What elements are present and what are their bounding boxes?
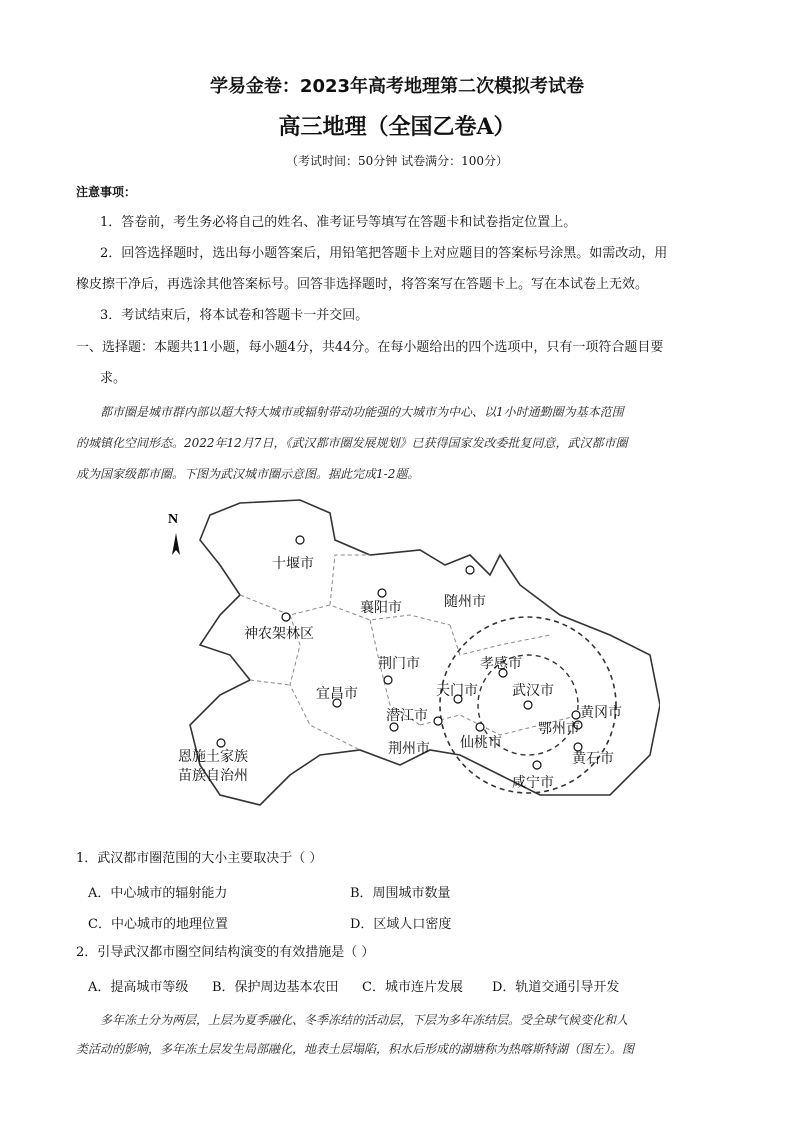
passage-line: 的城镇化空间形态。2022年12月7日，《武汉都市圈发展规划》已获得国家发改委批复同意，武汉都市圈 (76, 436, 628, 450)
city-label: 苗族自治州 (178, 768, 248, 784)
q1-option-d[interactable]: D．区域人口密度 (350, 917, 452, 932)
city-label: 黄石市 (572, 751, 614, 767)
q2-option-d[interactable]: D．轨道交通引导开发 (492, 980, 620, 995)
city-label: 仙桃市 (460, 735, 502, 751)
passage2-line: 多年冻土分为两层，上层为夏季融化、冬季冻结的活动层，下层为多年冻结层。受全球气候变化和人 (100, 1013, 629, 1027)
city-label: 随州市 (444, 594, 486, 610)
city-label: 孝感市 (480, 656, 522, 672)
q1-option-b[interactable]: B．周围城市数量 (350, 886, 451, 901)
q2-option-c[interactable]: C．城市连片发展 (362, 980, 463, 995)
city-label: 荆州市 (388, 741, 430, 757)
notice-heading: 注意事项： (76, 185, 137, 199)
city-label: 咸宁市 (512, 775, 554, 791)
city-label: 襄阳市 (360, 600, 402, 616)
notice-item: 2．回答选择题时，选出每小题答案后，用铅笔把答题卡上对应题目的答案标号涂黑。如需改动，用 (100, 246, 668, 261)
passage-line: 成为国家级都市圈。下图为武汉城市圈示意图。据此完成1-2题。 (76, 467, 420, 481)
north-arrow-icon (168, 512, 180, 555)
passage-line: 都市圈是城市群内部以超大特大城市或辐射带动功能强的大城市为中心、以1小时通勤圈为基本范围 (100, 405, 624, 419)
city-label: 潜江市 (386, 708, 428, 724)
city-label: 宜昌市 (316, 686, 358, 702)
city-label: 恩施土家族 (178, 749, 248, 765)
north-label: N (168, 512, 179, 527)
section-heading: 一、选择题：本题共11小题，每小题4分，共44分。在每小题给出的四个选项中，只有一项符合题目要 (76, 340, 664, 355)
q1-option-c[interactable]: C．中心城市的地理位置 (88, 917, 228, 932)
city-label: 鄂州市 (538, 721, 580, 737)
notice-item: 3．考试结束后，将本试卷和答题卡一并交回。 (100, 308, 369, 323)
q2-option-a[interactable]: A．提高城市等级 (88, 980, 189, 995)
notice-item: 1．答卷前，考生务必将自己的姓名、准考证号等填写在答题卡和试卷指定位置上。 (100, 215, 577, 230)
exam-info: （考试时间：50分钟 试卷满分：100分） (286, 154, 508, 168)
passage2-line: 类活动的影响，多年冻土层发生局部融化，地表土层塌陷，积水后形成的湖塘称为热喀斯特湖（图左）。图 (76, 1042, 635, 1056)
city-label: 神农架林区 (244, 626, 314, 642)
city-label: 黄冈市 (580, 705, 622, 721)
city-label: 十堰市 (272, 556, 314, 572)
paper-title: 学易金卷：2023年高考地理第二次模拟考试卷 (209, 76, 585, 97)
city-label: 武汉市 (512, 683, 554, 699)
city-label: 天门市 (436, 683, 478, 699)
question-1-stem: 1．武汉都市圈范围的大小主要取决于（ ） (76, 851, 323, 866)
q2-option-b[interactable]: B．保护周边基本农田 (212, 980, 339, 995)
city-label: 荆门市 (378, 656, 420, 672)
question-2-stem: 2．引导武汉都市圈空间结构演变的有效措施是（ ） (76, 945, 375, 960)
paper-subtitle: 高三地理（全国乙卷A） (278, 114, 516, 140)
q1-option-a[interactable]: A．中心城市的辐射能力 (88, 886, 228, 901)
wuhan-metro-map (160, 495, 660, 815)
section-heading-cont: 求。 (100, 371, 127, 386)
notice-item: 橡皮擦干净后，再选涂其他答案标号。回答非选择题时，将答案写在答题卡上。写在本试卷上无效。 (76, 277, 649, 292)
